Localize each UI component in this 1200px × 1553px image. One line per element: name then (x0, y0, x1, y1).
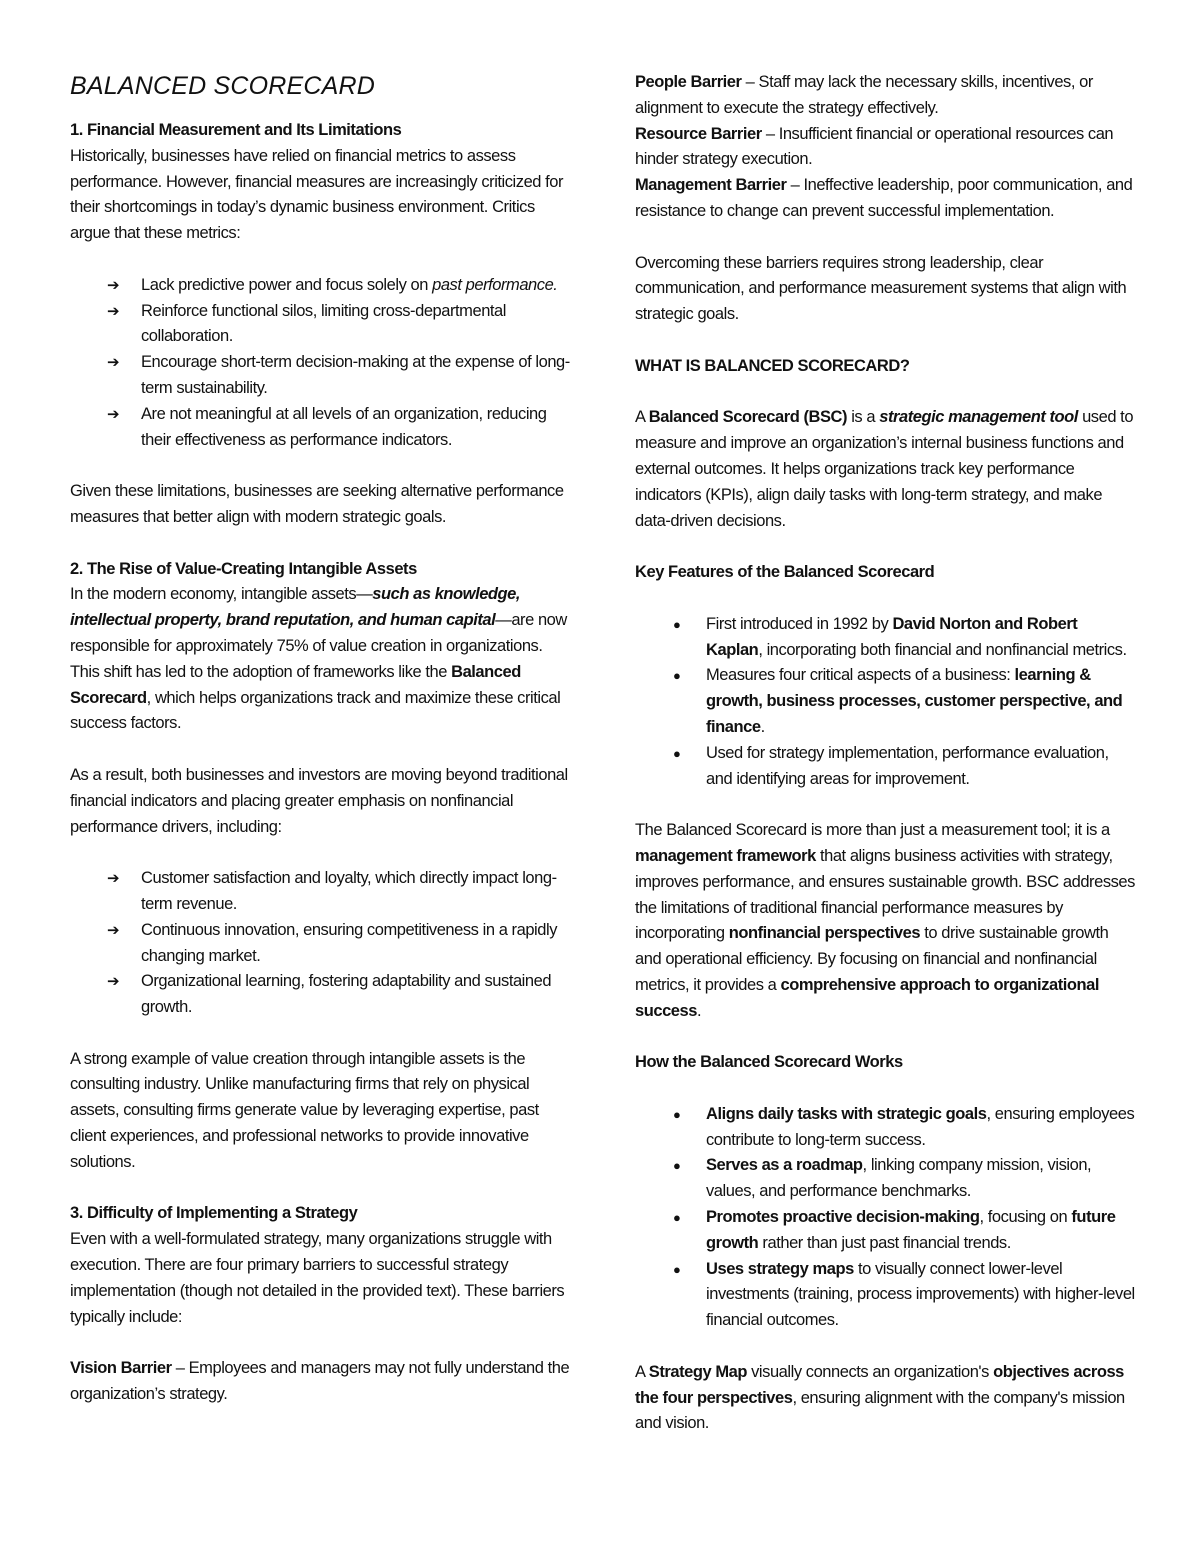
section-1-list (70, 273, 570, 454)
list-item: ➔ Reinforce functional silos, limiting cross-departmental collaboration. (70, 299, 570, 351)
list-item: ● Aligns daily tasks with strategic goals, ensuring employees contribute to long-term success. (635, 1102, 1135, 1154)
bullet-icon: ● (673, 745, 681, 761)
arrow-icon: ➔ (107, 973, 120, 991)
bullet-icon: ● (673, 1106, 681, 1122)
section-3-paragraph-1: Even with a well-formulated strategy, many organizations struggle with execution. There are four primary barriers to successful strategy implementation (though not detailed in the provided text). These barriers typically include: (70, 1230, 565, 1326)
resource-barrier: Resource Barrier – Insufficient financial or operational resources can hinder strategy execution. (635, 124, 1114, 169)
key-features-list (635, 612, 1135, 793)
section-2-paragraph-1: In the modern economy, intangible assets—such as knowledge, intellectual property, brand reputation, and human capital—are now responsible for approximately 75% of value creation in organizations. This shift has led to the adoption of frameworks like the Balanced Scorecard, which helps organizations track and maximize these critical success factors. (70, 585, 567, 733)
arrow-icon: ➔ (107, 354, 120, 372)
left-column (70, 70, 570, 1408)
section-2-paragraph-2: As a result, both businesses and investors are moving beyond traditional financial indicators and placing greater emphasis on nonfinancial performance drivers, including: (70, 765, 568, 836)
document-title: BALANCED SCORECARD (70, 72, 376, 100)
list-item: ● Serves as a roadmap, linking company mission, vision, values, and performance benchmarks. (635, 1153, 1135, 1205)
section-4-paragraph: A Balanced Scorecard (BSC) is a strategic management tool used to measure and improve an organization’s internal business functions and external outcomes. It helps organizations track key performance indicators (KPIs), align daily tasks with long-term strategy, and make data-driven decisions. (635, 408, 1134, 530)
section-2-heading: 2. The Rise of Value-Creating Intangible Assets (70, 559, 417, 578)
section-5-heading: Key Features of the Balanced Scorecard (635, 563, 935, 582)
bullet-icon: ● (673, 1158, 681, 1174)
arrow-icon: ➔ (107, 405, 120, 423)
list-item: ➔ Encourage short-term decision-making at the expense of long-term sustainability. (70, 350, 570, 402)
section-1-heading: 1. Financial Measurement and Its Limitations (70, 121, 402, 139)
list-item: ● Uses strategy maps to visually connect lower-level investments (training, process improvements) with higher-level financial outcomes. (635, 1257, 1135, 1334)
vision-barrier: Vision Barrier – Employees and managers may not fully understand the organization’s strategy. (70, 1359, 570, 1404)
section-2-paragraph-3: A strong example of value creation through intangible assets is the consulting industry. Unlike manufacturing firms that rely on physical assets, consulting firms generate value by leveraging expertise, past client experiences, and professional networks to provide innovative solutions. (70, 1049, 539, 1171)
management-barrier: Management Barrier – Ineffective leadership, poor communication, and resistance to change can prevent successful implementation. (635, 176, 1133, 220)
list-item: ● Promotes proactive decision-making, focusing on future growth rather than just past financial trends. (635, 1205, 1135, 1257)
list-item: ● Measures four critical aspects of a business: learning & growth, business processes, customer perspective, and finance. (635, 663, 1135, 740)
how-it-works-list (635, 1102, 1135, 1334)
list-item: ➔ Organizational learning, fostering adaptability and sustained growth. (70, 969, 570, 1021)
arrow-icon: ➔ (107, 302, 120, 320)
barriers-outro: Overcoming these barriers requires strong leadership, clear communication, and performance measurement systems that align with strategic goals. (635, 253, 1127, 324)
section-5-paragraph: The Balanced Scorecard is more than just a measurement tool; it is a management framework that aligns business activities with strategy, improves performance, and ensures sustainable growth. BSC addresses the limitations of traditional financial performance measures by incorporating nonfinancial perspectives to drive sustainable growth and operational efficiency. By focusing on financial and nonfinancial metrics, it provides a comprehensive approach to organizational success. (635, 821, 1135, 1020)
list-item: ➔ Are not meaningful at all levels of an organization, reducing their effectiveness as performance indicators. (70, 402, 570, 454)
bullet-icon: ● (673, 616, 681, 632)
arrow-icon: ➔ (107, 276, 120, 294)
section-2-list (70, 866, 570, 1021)
bullet-icon: ● (673, 1261, 681, 1277)
list-item: ➔ Lack predictive power and focus solely on past performance. (70, 273, 570, 299)
bullet-icon: ● (673, 1210, 681, 1226)
section-3-heading: 3. Difficulty of Implementing a Strategy (70, 1204, 358, 1223)
section-1-intro: Historically, businesses have relied on financial metrics to assess performance. However, financial measures are increasingly criticized for their shortcomings in today’s dynamic business environment. Critics argue that these metrics: (70, 146, 564, 243)
list-item: ➔ Customer satisfaction and loyalty, which directly impact long-term revenue. (70, 866, 570, 918)
section-4-heading: WHAT IS BALANCED SCORECARD? (635, 356, 910, 375)
section-1-outro: Given these limitations, businesses are seeking alternative performance measures that better align with modern strategic goals. (70, 482, 564, 526)
list-item: ● Used for strategy implementation, performance evaluation, and identifying areas for improvement. (635, 741, 1135, 793)
arrow-icon: ➔ (107, 870, 120, 888)
list-item: ➔ Continuous innovation, ensuring competitiveness in a rapidly changing market. (70, 918, 570, 970)
bullet-icon: ● (673, 668, 681, 684)
strategy-map-paragraph: A Strategy Map visually connects an organization's objectives across the four perspectives, ensuring alignment with the company's mission and vision. (635, 1362, 1125, 1433)
people-barrier: People Barrier – Staff may lack the necessary skills, incentives, or alignment to execute the strategy effectively. (635, 73, 1093, 117)
list-item: ● First introduced in 1992 by David Norton and Robert Kaplan, incorporating both financial and nonfinancial metrics. (635, 612, 1135, 664)
section-6-heading: How the Balanced Scorecard Works (635, 1053, 903, 1072)
arrow-icon: ➔ (107, 921, 120, 939)
right-column (635, 70, 1135, 1437)
